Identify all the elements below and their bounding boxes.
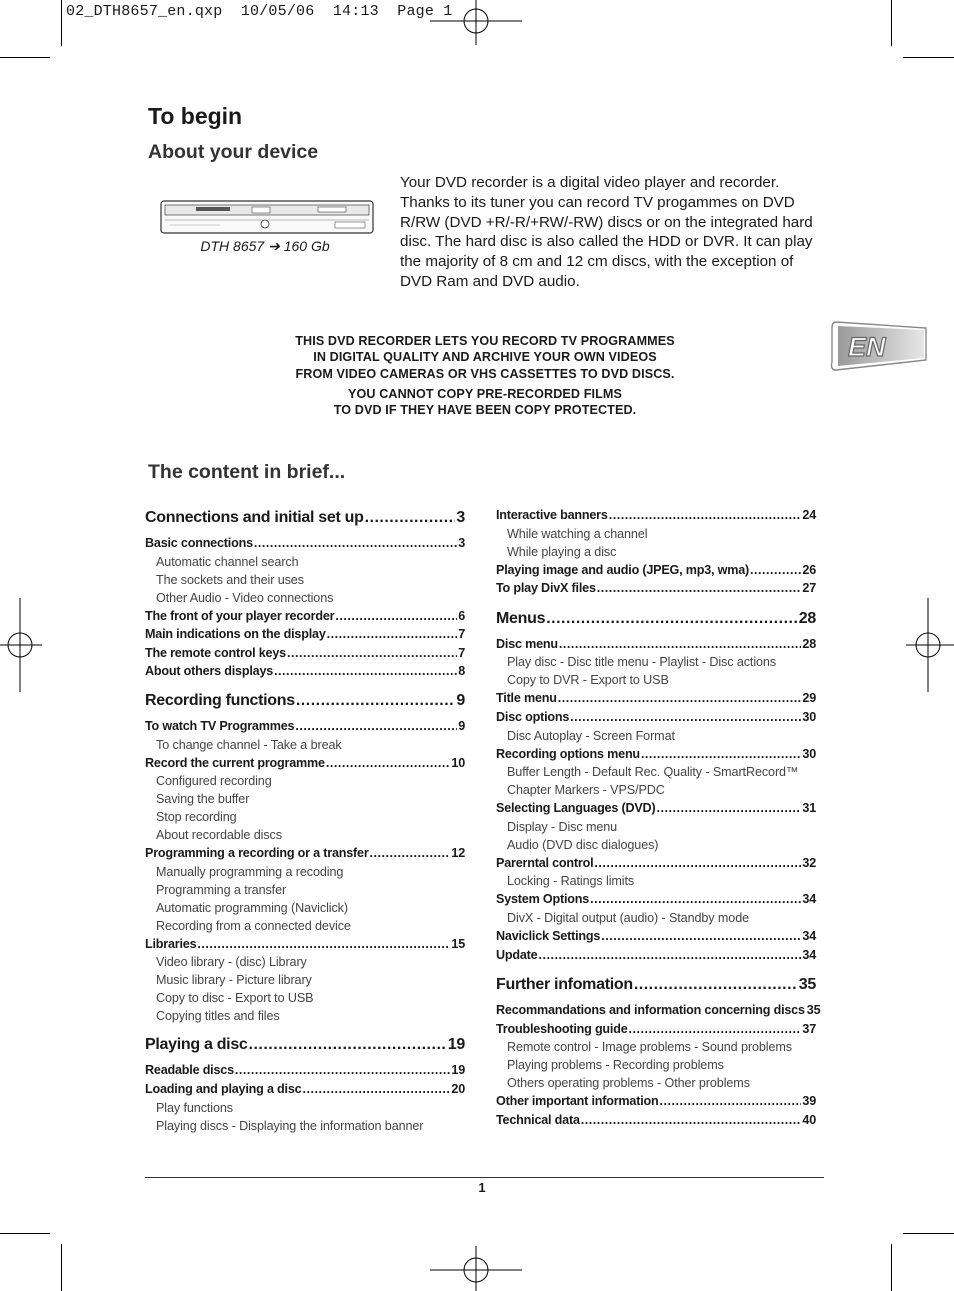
toc-leader-dots [594,854,801,873]
toc-subitem [145,736,465,754]
toc-page-number: 15 [451,936,465,951]
notice-line: TO DVD IF THEY HAVE BEEN COPY PROTECTED. [333,403,637,418]
toc-entry-title: Play functions [156,1100,234,1115]
toc-entry-title: Saving the buffer [156,792,250,807]
toc-entry-title: Record the current programme [145,755,325,770]
toc-entry [496,1111,816,1130]
toc-entry-title: Title menu [496,691,557,706]
toc-section [496,607,816,631]
toc-section [496,973,816,997]
toc-page-number: 37 [802,1021,816,1036]
toc-entry-title: Play disc - Disc title menu - Playlist - Disc actions [507,655,777,670]
toc-page-number: 3 [458,536,465,550]
toc-page-number: 10 [451,755,465,770]
toc-entry [496,689,816,708]
dvd-recorder-illustration [160,198,375,236]
toc-entry-title: Copying titles and files [156,1009,280,1024]
toc-entry-title: Programming a transfer [156,882,287,897]
toc-entry-title: Menus [496,609,546,627]
print-slug: 02_DTH8657_en.qxp 10/05/06 14:13 Page 1 [66,3,453,20]
toc-entry [496,1092,816,1111]
toc-entry-title: Loading and playing a disc [145,1081,302,1096]
toc-entry-title: The sockets and their uses [156,572,304,587]
toc-entry-title: Playing image and audio (JPEG, mp3, wma) [496,562,750,577]
toc-entry-title: Automatic programming (Naviclick) [156,900,348,915]
toc-left-column [145,506,465,1135]
toc-entry-title: Buffer Length - Default Rec. Quality - SmartRecord™ [507,765,799,780]
toc-page-number: 6 [458,608,465,623]
toc-entry [496,579,816,598]
toc-entry-title: Programming a recording or a transfer [145,846,369,861]
toc-entry-title: Naviclick Settings [496,928,601,943]
toc-entry-title: Automatic channel search [156,554,299,569]
toc-entry [496,799,816,818]
toc-subitem [145,808,465,826]
toc-entry [145,844,465,863]
toc-page-number: 28 [802,636,816,651]
toc-leader-dots [295,717,457,736]
toc-entry-title: Display - Disc menu [507,819,618,834]
notice-line: FROM VIDEO CAMERAS OR VHS CASSETTES TO DVD DISCS. [295,366,675,381]
toc-subitem [145,917,465,935]
toc-leader-dots [660,1092,802,1111]
toc-subitem [496,781,816,799]
content-heading: The content in brief... [148,461,346,483]
toc-entry [496,890,816,909]
toc-entry [145,754,465,773]
notice-line: IN DIGITAL QUALITY AND ARCHIVE YOUR OWN VIDEOS [313,350,657,365]
toc-page-number: 9 [456,691,465,709]
toc-entry-title: Manually programming a recoding [156,864,344,879]
toc-subitem [496,763,816,781]
toc-leader-dots [335,607,457,626]
device-caption: DTH 8657 ➔ 160 Gb [200,238,330,254]
language-tab-en [830,318,930,376]
toc-leader-dots [581,1111,802,1130]
toc-subitem [145,553,465,571]
toc-leader-dots [254,534,457,553]
toc-page-number: 20 [451,1081,465,1096]
toc-subitem [496,671,816,689]
toc-page-number: 34 [802,892,816,907]
toc-entry-title: Playing problems - Recording problems [507,1058,724,1073]
notice-line: THIS DVD RECORDER LETS YOU RECORD TV PROGRAMMES [295,334,675,348]
toc-section [145,689,465,713]
toc-leader-dots [656,799,801,818]
toc-entry-title: Technical data [496,1112,580,1127]
toc-page-number: 35 [806,1003,821,1018]
toc-leader-dots [370,844,451,863]
toc-subitem [145,1099,465,1117]
toc-subitem [145,953,465,971]
toc-entry-title: Readable discs [145,1063,234,1078]
toc-entry-title: Video library - (disc) Library [156,955,307,970]
about-heading: About your device [148,141,319,163]
toc-page-number: 34 [802,928,816,943]
toc-entry-title: Parerntal control [496,855,594,870]
notice-record [185,333,785,382]
toc-entry-title: Recording functions [145,691,295,709]
toc-entry [496,927,816,946]
toc-leader-dots [274,662,457,681]
toc-entry-title: Locking - Ratings limits [507,874,635,889]
toc-entry-title: Libraries [145,936,197,951]
toc-subitem [145,826,465,844]
toc-entry-title: Selecting Languages (DVD) [496,801,656,816]
toc-entry-title: Connections and initial set up [145,509,364,526]
toc-entry-title: Update [496,947,538,962]
toc-leader-dots [365,506,456,530]
toc-entry [145,534,465,553]
toc-page-number: 39 [802,1094,816,1109]
toc-subitem [145,1007,465,1025]
toc-entry-title: While playing a disc [507,544,617,559]
toc-entry-title: Remote control - Image problems - Sound problems [507,1040,792,1055]
toc-entry [145,935,465,954]
toc-entry [496,561,816,580]
toc-subitem [496,653,816,671]
toc-page-number: 32 [802,855,816,870]
toc-entry-title: Music library - Picture library [156,973,312,988]
toc-entry-title: Recording options menu [496,746,640,761]
toc-subitem [496,525,816,543]
toc-entry [496,854,816,873]
toc-entry [145,662,465,681]
toc-entry-title: Playing a disc [145,1036,248,1054]
toc-leader-dots [597,579,802,598]
toc-page-number: 40 [802,1112,816,1127]
toc-entry-title: Disc options [496,709,570,724]
toc-subitem [496,543,816,561]
toc-subitem [145,863,465,881]
toc-entry-title: To change channel - Take a break [156,737,342,752]
toc-page-number: 9 [458,718,465,733]
toc-entry-title: Interactive banners [496,508,608,522]
toc-subitem [145,989,465,1007]
toc-leader-dots [609,506,802,525]
toc-entry [496,506,816,525]
toc-subitem [145,881,465,899]
toc-leader-dots [750,561,801,580]
toc-page-number: 35 [798,976,816,994]
toc-subitem [496,818,816,836]
toc-entry [496,1020,816,1039]
toc-page-number: 28 [798,609,816,627]
toc-entry [496,708,816,727]
toc-leader-dots [249,1033,447,1057]
toc-entry [145,717,465,736]
toc-entry-title: To watch TV Programmes [145,718,295,733]
toc-entry-title: Audio (DVD disc dialogues) [507,837,659,852]
toc-entry-title: The remote control keys [145,645,286,660]
toc-subitem [496,909,816,927]
toc-subitem [145,589,465,607]
toc-entry-title: Copy to DVR - Export to USB [507,673,669,688]
toc-page-number: 12 [451,846,465,861]
notice-line: YOU CANNOT COPY PRE-RECORDED FILMS [348,387,622,401]
toc-subitem [496,872,816,890]
toc-subitem [145,571,465,589]
toc-entry-title: Configured recording [156,774,272,789]
toc-entry-title: Others operating problems - Other problems [507,1076,750,1091]
toc-page-number: 19 [447,1036,465,1054]
toc-entry-title: Other important information [496,1094,659,1109]
toc-entry [145,625,465,644]
toc-page-number: 7 [458,645,465,660]
toc-page-number: 19 [451,1063,465,1078]
toc-leader-dots [559,635,802,654]
toc-subitem [496,727,816,745]
toc-entry-title: Recording from a connected device [156,918,351,933]
toc-entry-title: Stop recording [156,810,237,825]
toc-entry-title: Further infomation [496,976,633,994]
toc-entry-title: Troubleshooting guide [496,1021,628,1036]
notice-copy-protection [185,386,785,419]
toc-subitem [496,1056,816,1074]
toc-page-number: 8 [458,664,465,679]
toc-leader-dots [197,935,450,954]
toc-entry [145,1061,465,1080]
toc-entry [496,1001,821,1020]
toc-entry-title: System Options [496,892,590,907]
toc-leader-dots [235,1061,450,1080]
toc-entry-title: Playing discs - Displaying the information banner [156,1118,424,1133]
toc-entry-title: DivX - Digital output (audio) - Standby mode [507,910,749,925]
toc-leader-dots [296,689,456,713]
toc-leader-dots [302,1080,450,1099]
page-title: To begin [148,103,243,129]
toc-entry-title: About others displays [145,664,274,679]
toc-subitem [145,971,465,989]
toc-entry-title: Main indications on the display [145,627,326,642]
toc-page-number: 7 [458,627,465,642]
toc-subitem [145,899,465,917]
intro-paragraph: Your DVD recorder is a digital video player and recorder. Thanks to its tuner you can record TV progammes on DVD R/RW (DVD +R/-R/+RW/-RW) discs or on the integrated hard disc. The hard disc is also called the HDD or DVR. It can play the majority of 8 cm and 12 cm discs, with the exception of DVD Ram and DVD audio. [400,174,813,290]
toc-leader-dots [327,625,458,644]
toc-entry-title: Basic connections [145,536,253,550]
toc-page-number: 29 [802,691,816,706]
toc-entry [496,946,816,965]
toc-leader-dots [601,927,801,946]
toc-page-number: 31 [802,801,816,816]
toc-subitem [145,790,465,808]
toc-page-number: 27 [802,581,816,596]
toc-entry-title: Other Audio - Video connections [156,590,334,605]
toc-leader-dots [634,973,798,997]
toc-subitem [496,836,816,854]
toc-entry-title: Copy to disc - Export to USB [156,991,314,1006]
toc-entry-title: Disc Autoplay - Screen Format [507,728,675,743]
toc-entry-title: Recommandations and information concerning discs [496,1003,805,1018]
toc-page-number: 30 [802,746,816,761]
toc-section [145,506,465,530]
toc-page-number: 34 [802,947,816,962]
toc-leader-dots [326,754,451,773]
toc-entry-title: Disc menu [496,636,558,651]
page-number: 1 [478,1180,486,1195]
toc-leader-dots [641,745,801,764]
toc-entry-title: The front of your player recorder [145,608,335,623]
toc-entry [145,644,465,663]
toc-entry-title: To play DivX files [496,581,596,596]
toc-page-number: 3 [456,509,465,526]
toc-leader-dots [570,708,801,727]
toc-leader-dots [546,607,798,631]
toc-page-number: 26 [802,562,816,577]
toc-subitem [145,1117,465,1135]
toc-entry [496,745,816,764]
toc-leader-dots [629,1020,802,1039]
toc-right-column [496,506,821,1130]
toc-entry-title: Chapter Markers - VPS/PDC [507,783,665,798]
toc-entry-title: About recordable discs [156,828,282,843]
toc-entry-title: While watching a channel [507,526,648,541]
footer-rule [145,1177,824,1178]
toc-subitem [496,1038,816,1056]
toc-subitem [496,1074,816,1092]
toc-page-number: 30 [802,709,816,724]
toc-leader-dots [538,946,801,965]
toc-page-number: 24 [802,508,816,522]
language-tab-label: EN [848,332,886,362]
toc-section [145,1033,465,1057]
toc-subitem [145,772,465,790]
toc-entry [145,1080,465,1099]
toc-leader-dots [558,689,802,708]
toc-entry [496,635,816,654]
toc-entry [145,607,465,626]
toc-leader-dots [287,644,457,663]
toc-leader-dots [590,890,801,909]
